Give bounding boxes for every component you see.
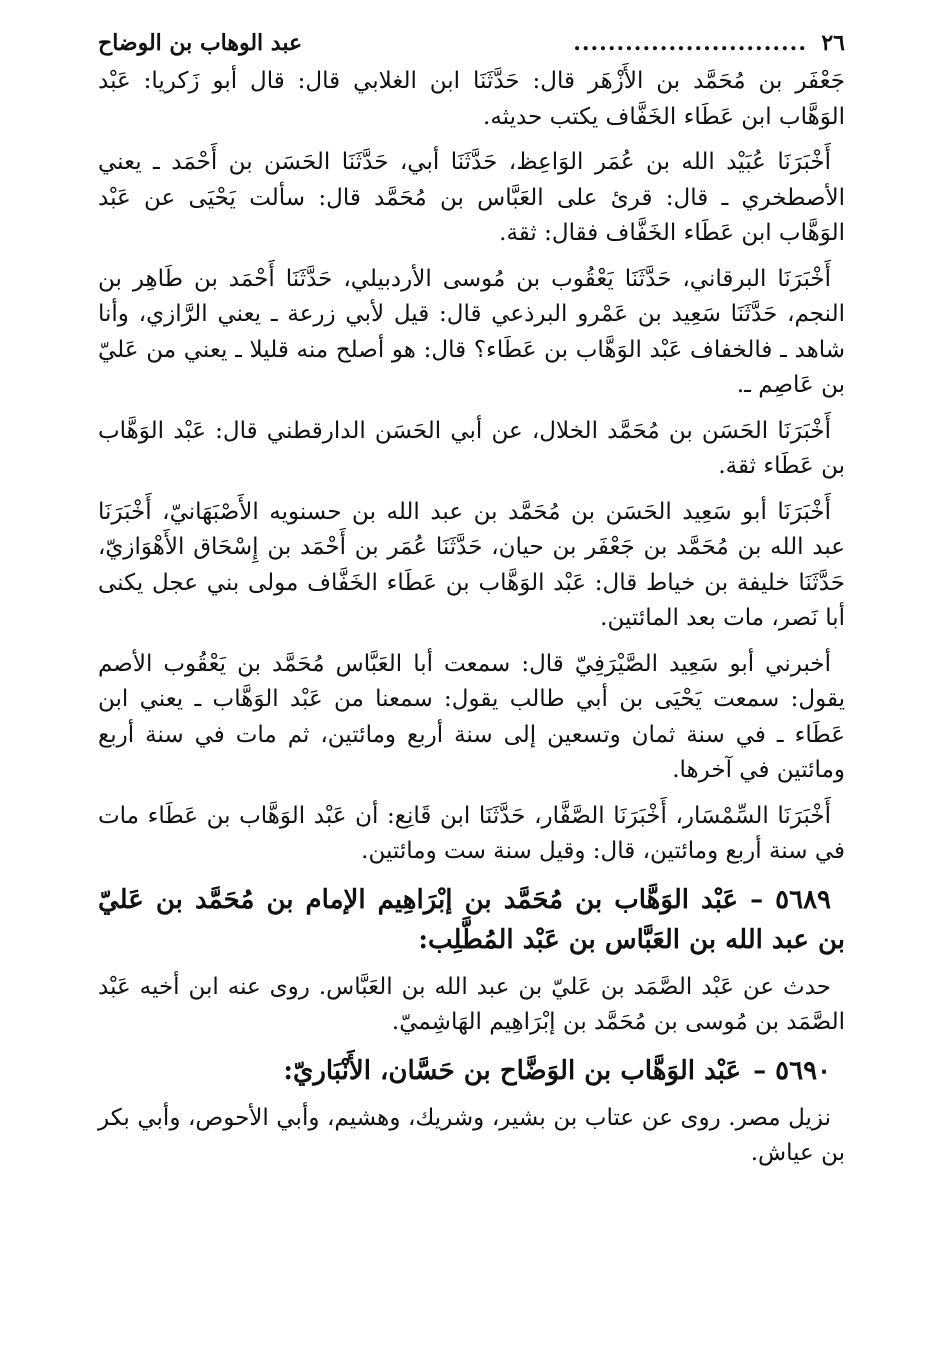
paragraph: أَخْبَرَنَا أبو سَعِيد الحَسَن بن مُحَمَّد بن عبد الله بن حسنويه الأَصْبَهَانيّ، أَخْبَرَنَا عبد الله بن مُحَمَّد بن جَعْفَر بن حيان، حَدَّثَنَا عُمَر بن أَحْمَد بن إِسْحَاق الأَهْوَازيّ، حَدَّثَنَا خليفة بن خياط قال: عَبْد الوَهَّاب بن عَطَاء الخَفَّاف مولى بني عجل يكنى أبا نَصر، مات بعد المائتين. <box>98 498 845 631</box>
entry-number: ٥٦٩٠ – <box>753 1055 831 1086</box>
page-number: ٢٦ <box>821 30 845 56</box>
paragraph: أَخْبَرَنَا البرقاني، حَدَّثَنَا يَعْقُوب بن مُوسى الأردبيلي، حَدَّثَنَا أَحْمَد بن طَاهِر بن النجم، حَدَّثَنَا سَعِيد بن عَمْرو البرذعي قال: قيل لأبي زرعة ـ يعني الرَّازي، وأنا شاهد ـ فالخفاف عَبْد الوَهَّاب بن عَطَاء؟ قال: هو أصلح منه قليلا ـ يعني من عَليّ بن عَاصِم ـ. <box>98 265 845 398</box>
header-dot-leader: ........................... <box>573 30 807 56</box>
paragraph: أخبرني أبو سَعِيد الصَّيْرَفِيّ قال: سمعت أبا العَبَّاس مُحَمَّد بن يَعْقُوب الأصم يقول: سمعت يَحْيَى بن أبي طالب يقول: سمعنا من عَبْد الوَهَّاب ـ يعني ابن عَطَاء ـ في سنة ثمان وتسعين إلى سنة أربع ومائتين، ثم مات في سنة أربع ومائتين في آخرها. <box>98 650 845 783</box>
paragraph: أَخْبَرَنَا الحَسَن بن مُحَمَّد الخلال، عن أبي الحَسَن الدارقطني قال: عَبْد الوَهَّاب بن عَطَاء ثقة. <box>98 417 845 479</box>
entry-title: عَبْد الوَهَّاب بن مُحَمَّد بن إبْرَاهِيم الإمام بن مُحَمَّد بن عَليّ بن عبد الله بن العَبَّاس بن عَبْد المُطَّلِب: <box>98 884 845 955</box>
page-body <box>98 64 845 1172</box>
entry-heading <box>98 880 845 960</box>
paragraph: أَخْبَرَنَا السِّمْسَار، أَخْبَرَنَا الصَّفَّار، حَدَّثَنَا ابن قَانِع: أن عَبْد الوَهَّاب بن عَطَاء مات في سنة أربع ومائتين، قال: وقيل سنة ست ومائتين. <box>98 802 845 864</box>
paragraph: أَخْبَرَنَا عُبَيْد الله بن عُمَر الوَاعِظ، حَدَّثَنَا أبي، حَدَّثَنَا الحَسَن بن أَحْمَد ـ يعني الأصطخري ـ قال: قرئ على العَبَّاس بن مُحَمَّد قال: سألت يَحْيَى عن عَبْد الوَهَّاب ابن عَطَاء الخَفَّاف فقال: ثقة. <box>98 149 845 246</box>
running-title: عبد الوهاب بن الوضاح <box>98 30 303 56</box>
entry-text: نزيل مصر. روى عن عتاب بن بشير، وشريك، وهشيم، وأبي الأحوص، وأبي بكر بن عياش. <box>98 1104 845 1166</box>
entry-number: ٥٦٨٩ – <box>750 884 832 915</box>
entry-text: حدث عن عَبْد الصَّمَد بن عَليّ بن عبد الله بن العَبَّاس. روى عنه ابن أخيه عَبْد الصَّمَد بن مُوسى بن مُحَمَّد بن إبْرَاهِيم الهَاشِميّ. <box>98 973 845 1035</box>
page-header <box>98 30 845 64</box>
entry-title: عَبْد الوَهَّاب بن الوَضَّاح بن حَسَّان، الأَنْبَاريّ: <box>283 1055 742 1086</box>
entry-heading <box>98 1051 845 1091</box>
paragraph: جَعْفَر بن مُحَمَّد بن الأَزْهَر قال: حَدَّثَنَا ابن الغلابي قال: قال أبو زَكريا: عَبْد الوَهَّاب ابن عَطَاء الخَفَّاف يكتب حديثه. <box>98 68 845 130</box>
